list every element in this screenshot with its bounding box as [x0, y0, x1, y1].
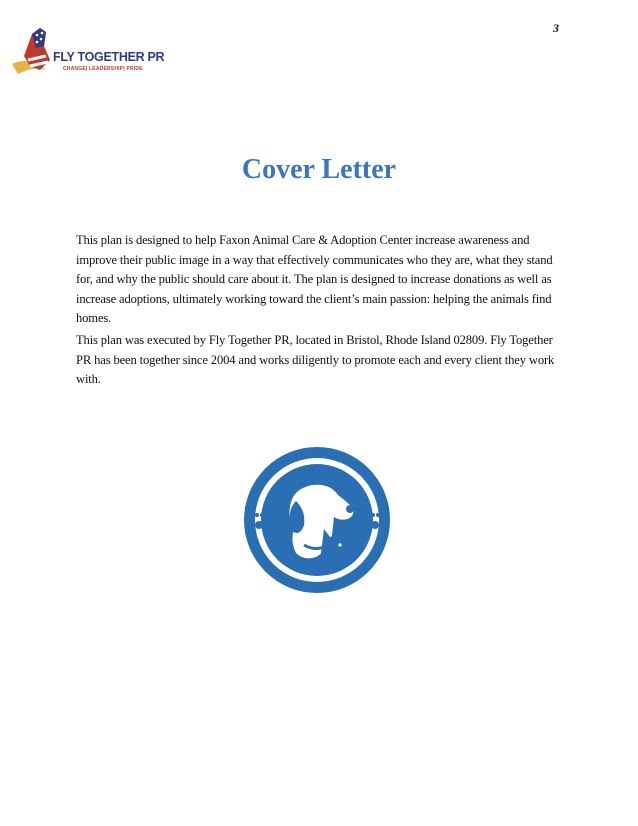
paragraph-purpose: This plan is designed to help Faxon Animal Care & Adoption Center increase awareness and improve their public image in a way that effectively communicates who they are, what they stand for, and why the public should care about it. The plan is designed to increase donations as well as increase adoptions, ultimately working toward the client’s main passion: helping the animals find homes. [76, 233, 553, 325]
paragraph-agency: This plan was executed by Fly Together PR, located in Bristol, Rhode Island 02809. Fly Together PR has been together since 2004 and works diligently to promote each and every client they work with. [76, 333, 555, 386]
dog-cat-paw-emblem-icon [242, 445, 392, 595]
logo-wordmark: FLY TOGETHER PR [53, 50, 165, 64]
page-title: Cover Letter [241, 154, 397, 185]
page-number: 3 [553, 21, 559, 35]
fly-together-logo [10, 26, 165, 84]
logo-tagline: CHANGE| LEADERSHIP| PRIDE [63, 66, 143, 72]
